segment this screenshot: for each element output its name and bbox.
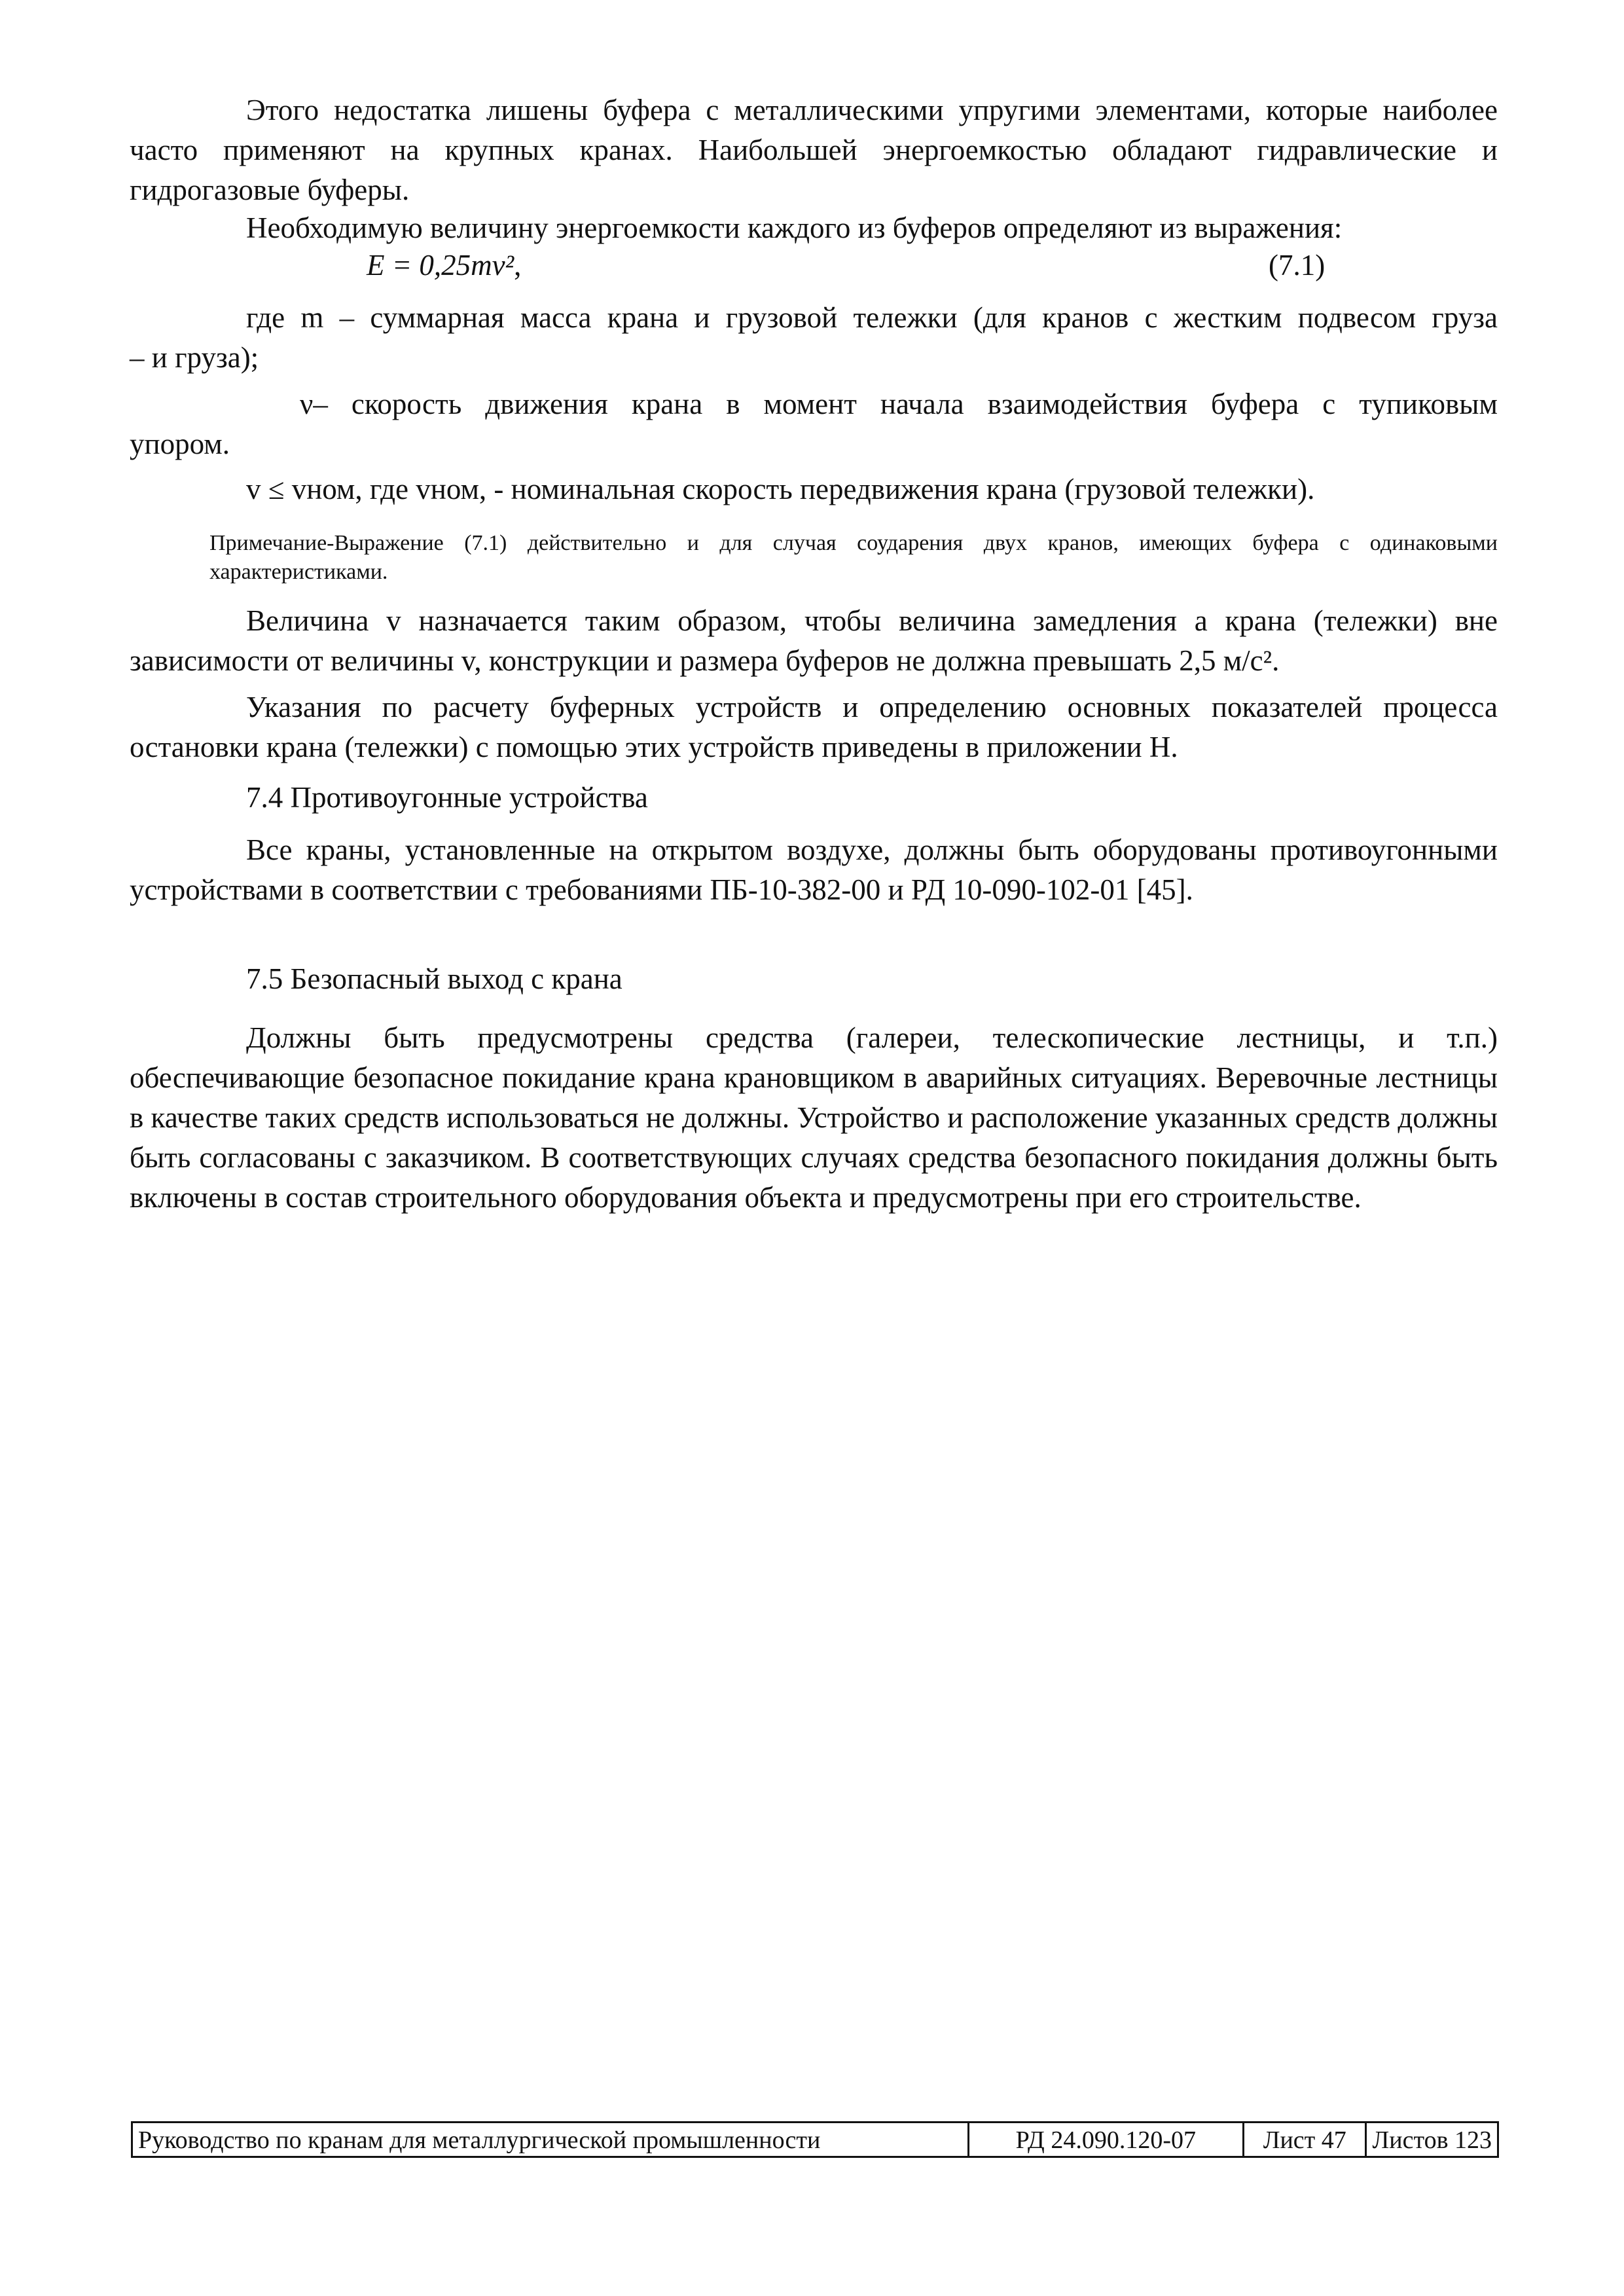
paragraph-6: Должны быть предусмотрены средства (галереи, телескопические лестницы, и т.п.) обеспечивающие безопасное покидание крана крановщиком в аварийных ситуациях. Веревочные лестницы в качестве таких средств использоваться не должны. Устройство и расположение указанных средств должны быть согласованы с заказчиком. В соответствующих случаях средства безопасного покидания должны быть включены в состав строительного оборудования объекта и предусмотрены при его строительстве.: [130, 1021, 1498, 1214]
footer-stamp: [131, 2121, 1499, 2158]
note-text: Примечание-Выражение (7.1) действительно и для случая соударения двух кранов, имеющих буфера с одинаковыми характеристиками.: [209, 531, 1498, 584]
paragraph-buffers-intro: [130, 90, 1498, 210]
formula-expression: E = 0,25mv²: [367, 249, 514, 282]
nominal-speed-line: v ≤ vном, где vном, - номинальная скорость передвижения крана (грузовой тележки).: [246, 473, 1315, 505]
paragraph-deceleration: [130, 601, 1498, 681]
footer-sheets-total: Листов 123: [1372, 2126, 1492, 2154]
definition-v-line1: ν– скорость движения крана в момент начала взаимодействия буфера с тупиковым: [300, 388, 1498, 420]
definition-v-line2: упором.: [130, 428, 230, 460]
formula-comma: ,: [514, 249, 522, 282]
paragraph-5: Все краны, установленные на открытом воздухе, должны быть оборудованы противоугонными устройствами в соответствии с требованиями ПБ-10-382-00 и РД 10-090-102-01 [45].: [130, 833, 1498, 906]
footer-sheet: Лист 47: [1244, 2123, 1367, 2156]
formula-7-1: [367, 246, 1479, 285]
footer-title: Руководство по кранам для металлургической промышленности: [133, 2123, 969, 2156]
section-heading-7-4: 7.4 Противоугонные устройства: [246, 781, 648, 814]
definition-m-line2: – и груза);: [130, 341, 259, 374]
note: [209, 529, 1498, 587]
paragraph-2: Необходимую величину энергоемкости каждого из буферов определяют из выражения:: [246, 211, 1343, 244]
formula-number: (7.1): [1269, 249, 1326, 282]
paragraph-anti-theft: [130, 830, 1498, 910]
section-7-4: [130, 778, 1498, 818]
paragraph-4: Указания по расчету буферных устройств и определению основных показателей процесса остановки крана (тележки) с помощью этих устройств приведены в приложении Н.: [130, 691, 1498, 763]
paragraph-safe-exit: [130, 1018, 1498, 1218]
definition-v: [130, 384, 1498, 464]
section-heading-7-5: 7.5 Безопасный выход с крана: [246, 962, 623, 995]
section-7-5: [130, 959, 1498, 999]
paragraph-energy: [130, 208, 1498, 248]
definition-m: [130, 298, 1498, 378]
footer-doc-code: РД 24.090.120-07: [969, 2123, 1244, 2156]
paragraph-3: Величина v назначается таким образом, чтобы величина замедления a крана (тележки) вне зависимости от величины v, конструкции и размера буферов не должна превышать 2,5 м/с².: [130, 604, 1498, 677]
definition-m-line1: где m – суммарная масса крана и грузовой тележки (для кранов с жестким подвесом груза: [246, 301, 1498, 334]
paragraph-appendix: [130, 687, 1498, 767]
paragraph-1: Этого недостатка лишены буфера с металлическими упругими элементами, которые наиболее часто применяют на крупных кранах. Наибольшей энергоемкостью обладают гидравлические и гидрогазовые буферы.: [130, 94, 1498, 206]
